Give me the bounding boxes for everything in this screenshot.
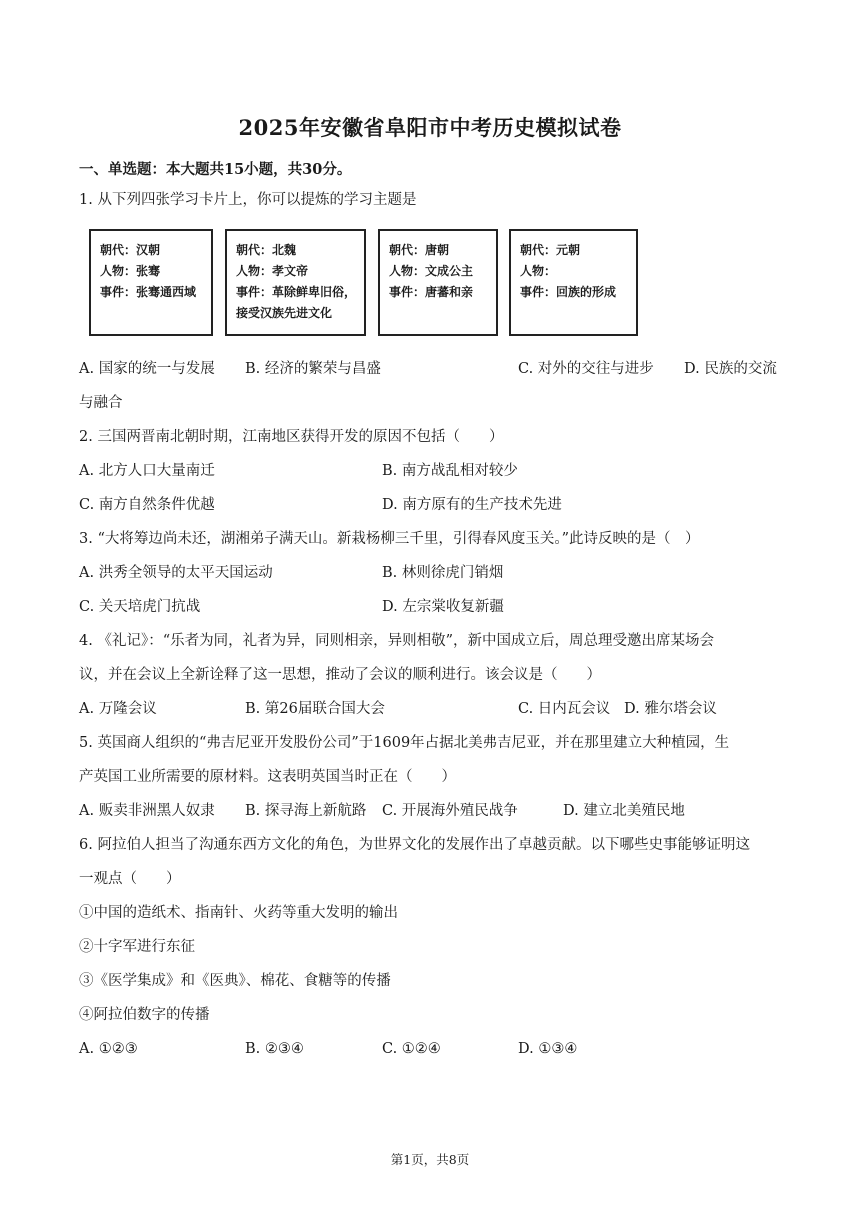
q3-option-d: D. 左宗棠收复新疆 <box>382 599 504 615</box>
q3-option-c: C. 关天培虎门抗战 <box>79 599 201 615</box>
card-row: 人物：孝文帝 <box>236 264 309 278</box>
q1-option-d-continued: 与融合 <box>79 395 123 411</box>
page-footer: 第1页，共8页 <box>390 1152 470 1167</box>
q2-stem: 2. 三国两晋南北朝时期，江南地区获得开发的原因不包括（ ） <box>79 429 504 445</box>
q2-option-a: A. 北方人口大量南迁 <box>79 463 215 479</box>
q3-option-b: B. 林则徐虎门销烟 <box>382 565 504 581</box>
section-heading: 一、单选题：本大题共15小题，共30分。 <box>79 161 352 178</box>
study-card-han <box>89 229 213 336</box>
q4-option-b: B. 第26届联合国大会 <box>245 701 385 717</box>
q6-stem-line1: 6. 阿拉伯人担当了沟通东西方文化的角色，为世界文化的发展作出了卓越贡献。以下哪些史事能够证明这 <box>79 837 750 853</box>
q2-option-b: B. 南方战乱相对较少 <box>382 463 518 479</box>
q4-option-a: A. 万隆会议 <box>79 701 157 717</box>
q5-stem-line2: 产英国工业所需要的原材料。这表明英国当时正在（ ） <box>79 769 456 785</box>
q6-option-d: D. ①③④ <box>518 1041 578 1057</box>
q3-option-a: A. 洪秀全领导的太平天国运动 <box>79 565 273 581</box>
q6-stem-line2: 一观点（ ） <box>79 871 181 887</box>
q4-stem-line1: 4. 《礼记》：“乐者为同，礼者为异，同则相亲，异则相敬”，新中国成立后，周总理受邀出席某场会 <box>79 633 715 649</box>
q4-option-c: C. 日内瓦会议 <box>518 701 611 717</box>
card-row: 朝代：汉朝 <box>100 243 161 257</box>
card-row: 事件：回族的形成 <box>520 285 617 299</box>
q1-stem: 1. 从下列四张学习卡片上，你可以提炼的学习主题是 <box>79 192 417 208</box>
q5-option-c: C. 开展海外殖民战争 <box>382 803 518 819</box>
q6-statement-1: ①中国的造纸术、指南针、火药等重大发明的输出 <box>79 905 398 921</box>
card-row: 朝代：元朝 <box>520 243 581 257</box>
q6-option-b: B. ②③④ <box>245 1041 304 1057</box>
q6-option-a: A. ①②③ <box>79 1041 138 1057</box>
study-card-beiwei <box>225 229 366 336</box>
q4-option-d: D. 雅尔塔会议 <box>624 701 717 717</box>
q1-option-c: C. 对外的交往与进步 <box>518 361 654 377</box>
q2-option-d: D. 南方原有的生产技术先进 <box>382 497 562 513</box>
card-row: 事件：唐蕃和亲 <box>389 285 474 299</box>
card-row: 事件：革除鲜卑旧俗， <box>236 285 357 299</box>
q5-option-b: B. 探寻海上新航路 <box>245 803 367 819</box>
card-row: 事件：张骞通西域 <box>100 285 197 299</box>
q5-option-a: A. 贩卖非洲黑人奴隶 <box>79 803 215 819</box>
q2-option-c: C. 南方自然条件优越 <box>79 497 215 513</box>
card-row: 人物： <box>520 264 557 278</box>
q1-option-a: A. 国家的统一与发展 <box>79 361 215 377</box>
page-title: 2025年安徽省阜阳市中考历史模拟试卷 <box>238 115 622 140</box>
card-row: 朝代：北魏 <box>236 243 297 257</box>
study-card-yuan <box>509 229 638 336</box>
q3-stem: 3. “大将筹边尚未还，湖湘弟子满天山。新栽杨柳三千里，引得春风度玉关。”此诗反映的是（ ） <box>79 531 700 547</box>
study-card-tang <box>378 229 498 336</box>
q5-stem-line1: 5. 英国商人组织的“弗吉尼亚开发股份公司”于1609年占据北美弗吉尼亚，并在那里建立大种植园，生 <box>79 735 730 751</box>
card-row: 接受汉族先进文化 <box>236 306 333 320</box>
card-row: 朝代：唐朝 <box>389 243 450 257</box>
q4-stem-line2: 议，并在会议上全新诠释了这一思想，推动了会议的顺利进行。该会议是（ ） <box>79 667 601 683</box>
q6-option-c: C. ①②④ <box>382 1041 441 1057</box>
q5-option-d: D. 建立北美殖民地 <box>563 803 685 819</box>
q6-statement-4: ④阿拉伯数字的传播 <box>79 1007 210 1023</box>
card-row: 人物：文成公主 <box>389 264 474 278</box>
q1-option-b: B. 经济的繁荣与昌盛 <box>245 361 381 377</box>
card-row: 人物：张骞 <box>100 264 161 278</box>
q1-option-d: D. 民族的交流 <box>684 361 777 377</box>
q6-statement-2: ②十字军进行东征 <box>79 939 195 955</box>
q6-statement-3: ③《医学集成》和《医典》、棉花、食糖等的传播 <box>79 973 391 989</box>
